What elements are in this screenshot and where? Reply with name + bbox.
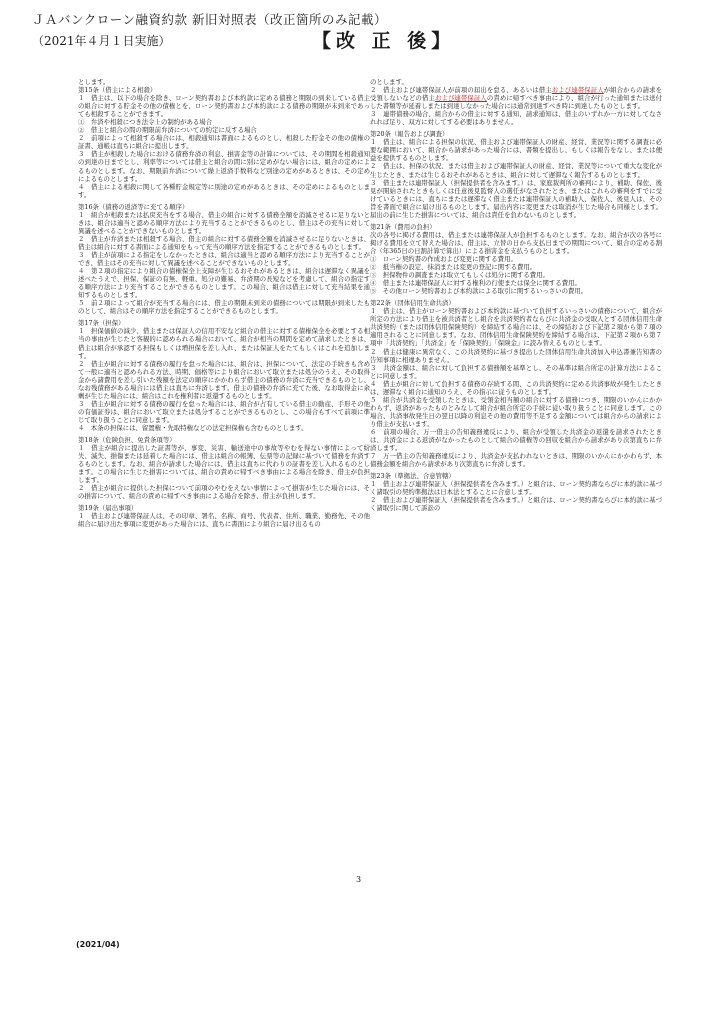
article-title: 第16条（債務の返済等に充てる順序） (78, 202, 189, 211)
article-paragraph: ① 弁済や相殺につき法令上の制約がある場合 (78, 118, 213, 127)
article (78, 86, 370, 199)
article-paragraph: ② 借主と組合の間の期限前弁済についての約定に反する場合 (78, 126, 257, 135)
article-paragraph: １ 借主は、組合による担保の状況、借主および連帯保証人の財産、経営、業況等に関する調査に必要な範囲において、組合から請求があった場合には、書類を提出し、もしくは報告をなし、または便益を提供するものとします。 (370, 138, 662, 163)
article-paragraph: ３ 借主または連帯保証人（担保提供者を含みます。）は、家庭裁判所の審判により、補助、保佐、後見が開始されたときもしくは任意後見監督人の選任がなされたとき、またはこれらの審判をすでに受けているときには、直ちにまたは遅滞なく借主または連帯保証人の補助人、保佐人、後見人は、その旨を書面で組合に届け出るものとします。届出内容に変更または取消が生じた場合も同様とします。届出の前に生じた損害については、組合は責任を負わないものとします。 (370, 178, 662, 219)
para-text: ２ 借主および連帯保証人が前項の届出を怠る、あるいは借主 (370, 86, 552, 95)
page-number: 3 (356, 875, 362, 884)
document-title: ＪＡバンクローン融資約款 新旧対照表（改正箇所のみ記載） (32, 12, 387, 27)
article-title: 第20条（報告および調査） (370, 130, 449, 139)
article-19-para-3: ３ 連帯債務の場合、組合からの借主に対する通知、請求通知は、借主のいずれか一方に対してなされれば足り、双方に対してする必要はありません。 (370, 110, 662, 127)
article-paragraph: １ 借主は、以下の場合を除き、ローン契約書および本約款に定める債務と期限の到来している借主の組合に対する貯金その他の債権とを、ローン契約書および本約款による債務の期限が未到来であっても相殺することができます。 (78, 94, 370, 119)
article-title: 第23条（準拠法、合意管轄） (370, 472, 455, 481)
article-paragraph: １ 組合が相殺または払戻充当をする場合、借主の組合に対する債務全額を消滅させるに足りないときは、組合は適当と認める順序方法により充当することができるものとし、借主はその充当に対して異議を述べることができないものとします。 (78, 210, 370, 235)
article-paragraph: ２ 借主が組合に対する債務の履行を怠った場合には、組合は、担保について、法定の手続きも含めて一般に適当と認められる方法、時期、価格等により組合において取立または処分のうえ、その取得金から諸費用を差し引いた残額を法定の順序にかかわらず借主の債務の弁済に充当できるものとし、なお残債務がある場合には借主は直ちに弁済します。借主の債務の弁済に充てた後、なお取得金に余剰が生じた場合には、組合はこれを権利者に返還するものとします。 (78, 359, 370, 400)
article (370, 472, 662, 512)
article-paragraph: ３ 借主が相殺した場合における債務弁済の利息、損害金等の計算については、その期間を相殺通知の到達の日までとし、利率等については借主と組合の間に別に定めがない場合には、組合の定めによるものとします。なお、期限前弁済について繰上返済手数料など別途の定めがあるときは、その定めによるものとします。 (78, 150, 370, 183)
article-19-continued (370, 78, 662, 126)
article (78, 203, 370, 316)
article-paragraph: １ 借主および連帯保証人は、その印章、署名、名称、商号、代表者、住所、職業、勤務先、その他組合に届け出た事項に変更があった場合には、直ちに書面により組合に届け出るもの (78, 512, 370, 529)
amended-text: および連帯保証人 (434, 94, 487, 103)
left-articles (78, 86, 370, 528)
article (78, 504, 370, 528)
article-paragraph: ３ 共済金額は、組合に対して負担する債務額を基準とし、その基準は組合所定の計算方法によることに同意します。 (370, 363, 662, 380)
article-paragraph: ３ 借主が前項による指定をしなかったときは、組合は適当と認める順序方法により充当することができ、借主はその充当に対して異議を述べることができないものとします。 (78, 250, 370, 268)
article-paragraph: ３ 借主が組合に対する債務の履行を怠った場合には、組合が占有している借主の動産、手形その他の有価証券は、組合において取立または処分することができるものとし、この場合もすべて前項に準じて取り扱うことに同意します。 (78, 399, 370, 424)
article-paragraph: ５ 前２項によって組合が充当する場合には、借主の期限未到来の債務については期限が到来したものとして、組合はその順序方法を指定することができるものとします。 (78, 299, 370, 316)
article-paragraph: 次の各号に掲げる費用は、借主または連帯保証人が負担するものとします。なお、組合が次の各号に掲げる費用を立て替えた場合は、借主は、立替の日から支払日までの期間について、組合の定める割合（年365日の日割計算で算出）による損害金を支払うものとします。 (370, 230, 662, 255)
article-paragraph: ２ 借主は、担保の状況、または借主および連帯保証人の財産、経営、業況等について重大な変化が生じたとき、または生じるおそれがあるときは、組合に対して遅滞なく報告するものとします。 (370, 162, 662, 179)
effective-date: （2021年４月１日実施） (32, 34, 171, 48)
article-paragraph: ② 抵当権の設定、抹消または変更の登記に関する費用。 (370, 263, 537, 272)
article-paragraph: １ 借主および連帯保証人（担保提供者を含みます。）と組合は、ローン契約書ならびに本約款に基づく諸取引の契約準拠法は日本法とすることに合意します。 (370, 480, 662, 497)
article-paragraph: ４ 借主が組合に対して負担する債務の存続する間、この共済契約に定める共済事故が発生したときは、遅滞なく組合に通知のうえ、その指示に従うものとします。 (370, 379, 662, 396)
article-paragraph: ４ 第２項の指定により組合の債権保全上支障が生じるおそれがあるときは、組合は遅滞なく異議を述べたうえで、担保、保証の有無、軽重、処分の難易、弁済期の長短などを考慮して、組合の指定する順序方法により充当することができるものとします。この場合、組合は借主に対して充当結果を通知するものとします。 (78, 267, 370, 300)
para-text: の責めに帰すべき事由により、組合が行った通知または送付した書類等が延着しまたは到達しなかった場合には通常到達すべき時に到達したものとします。 (370, 94, 662, 111)
article-title: 第19条（届出事項） (78, 504, 138, 513)
article-paragraph: ２ 借主および連帯保証人（担保提供者を含みます。）と組合は、ローン契約書ならびに本約款に基づく諸取引に関して訴訟の (370, 496, 662, 513)
article-title: 第17条（担保） (78, 319, 125, 328)
continued-line: とします。 (78, 78, 110, 86)
article-paragraph: １ 担保価値の減少、借主または保証人の信用不安など組合の借主に対する債権保全を必要とする相当の事由が生じたと客観的に認められる場合において、組合が相当の期間を定めて請求したときは、借主は組合が承認する担保もしくは増担保を差し入れ、または保証人をたてもしくはこれを追加します。 (78, 327, 370, 360)
article (370, 299, 662, 468)
article-paragraph: ④ 借主または連帯保証人に対する権利の行使または保全に関する費用。 (370, 279, 581, 288)
article-paragraph: ① ローン契約書の作成および変更に関する費用。 (370, 254, 517, 263)
article-title: 第22条（団体信用生命共済） (370, 299, 455, 308)
article-paragraph: １ 借主は、借主がローン契約書および本約款に基づいて負担するいっさいの債務について、組合が所定の方法により借主を被共済者とし組合を共済契約者ならびに共済金の受取人とする団体信用生命共済契約（または団体信用保険契約）を締結する場合には、その締結および下記第２項から第７項の適用されることに同意します。なお、団体信用生命保険契約を締結する場合は、下記第２項から第７項中「共済契約」「共済金」を「保険契約」「保険金」に読み替えるものとします。 (370, 307, 662, 348)
article-paragraph: ⑤ その他ローン契約書および本約款による取引に関するいっさいの費用。 (370, 287, 588, 296)
article (370, 130, 662, 219)
article-19-line: のとします。 (370, 78, 408, 86)
article-paragraph: １ 借主が組合に提出した証書等が、事変、災害、輸送途中の事故等やむを得ない事情によって紛失、滅失、損傷または延着した場合には、借主は組合の帳簿、伝票等の記録に基づいて債務を弁済するものとします。なお、組合が請求した場合には、借主は直ちに代わりの証書を差し入れるものとします。この場合に生じた損害については、組合の責めに帰すべき事由による場合を除き、借主が負担します。 (78, 444, 370, 485)
article-title: 第15条（借主による相殺） (78, 86, 157, 95)
document-code: (2021/04) (76, 940, 120, 949)
article-paragraph: ２ 借主は健康に異常なく、この共済契約に基づき提出した団体信用生命共済加入申込書兼告知書の告知事項に相違ありません。 (370, 347, 662, 364)
article (78, 319, 370, 432)
article (370, 223, 662, 295)
article-paragraph: ２ 前項によって相殺する場合には、相殺通知は書面によるものとし、相殺した貯金その他の債権の証書、通帳は直ちに組合に提出します。 (78, 134, 370, 151)
article-paragraph: ２ 借主が組合に提供した担保について前項のやむをえない事情によって損害が生じた場合には、その損害について、組合の責めに帰すべき事由による場合を除き、借主が負担します。 (78, 484, 370, 501)
right-articles (370, 130, 662, 512)
article-paragraph: ４ 本条の担保には、留置権・先取特権などの法定担保権も含むものとします。 (78, 423, 308, 432)
section-heading: 【改 正 後】 (312, 30, 456, 52)
right-column (370, 78, 662, 878)
article-paragraph: ５ 組合が共済金を受領したときは、受領金相当額の組合に対する債務につき、期限のいかんにかかわらず、返済があったものとみなして組合が組合所定の手続に従い取り扱うことに同意します。この場合、共済事故発生日の翌日以降の利息その他の費用等不足する金額については組合からの請求により借主が支払います。 (370, 395, 662, 428)
left-column (78, 78, 370, 878)
article-paragraph: ７ 万一借主の告知義務違反により、共済金が支払われないときは、期限のいかんにかかわらず、本債務金額を組合から請求があり次第直ちに弁済します。 (370, 452, 662, 469)
para-text: が組合からの請求を受領しないなどの借主 (370, 86, 662, 103)
article-paragraph: ③ 担保物件の調査または取立てもしくは処分に関する費用。 (370, 271, 549, 280)
article-title: 第18条（危険負担、免責条項等） (78, 436, 176, 445)
article-paragraph: ６ 前項の場合、万一借主の告知義務違反により、組合が受領した共済金の返還を請求されたときは、共済金による返済がなかったものとして組合の債権等の回収を組合から請求があり次第直ちに弁済します。 (370, 427, 662, 453)
article-19-para-2 (370, 86, 662, 110)
article-title: 第21条（費用の負担） (370, 222, 436, 231)
amended-text: および連帯保証人 (551, 86, 604, 95)
article-paragraph: ２ 借主が弁済または相殺する場合、借主の組合に対する債務全額を消滅させるに足りないときは、借主は組合に対する書面による通知をもって充当の順序方法を指定することができるものとします。 (78, 234, 370, 251)
article (78, 436, 370, 500)
article-paragraph: ４ 借主による相殺に関して各種貯金規定等に別途の定めがあるときは、その定めによるものとします。 (78, 182, 370, 199)
